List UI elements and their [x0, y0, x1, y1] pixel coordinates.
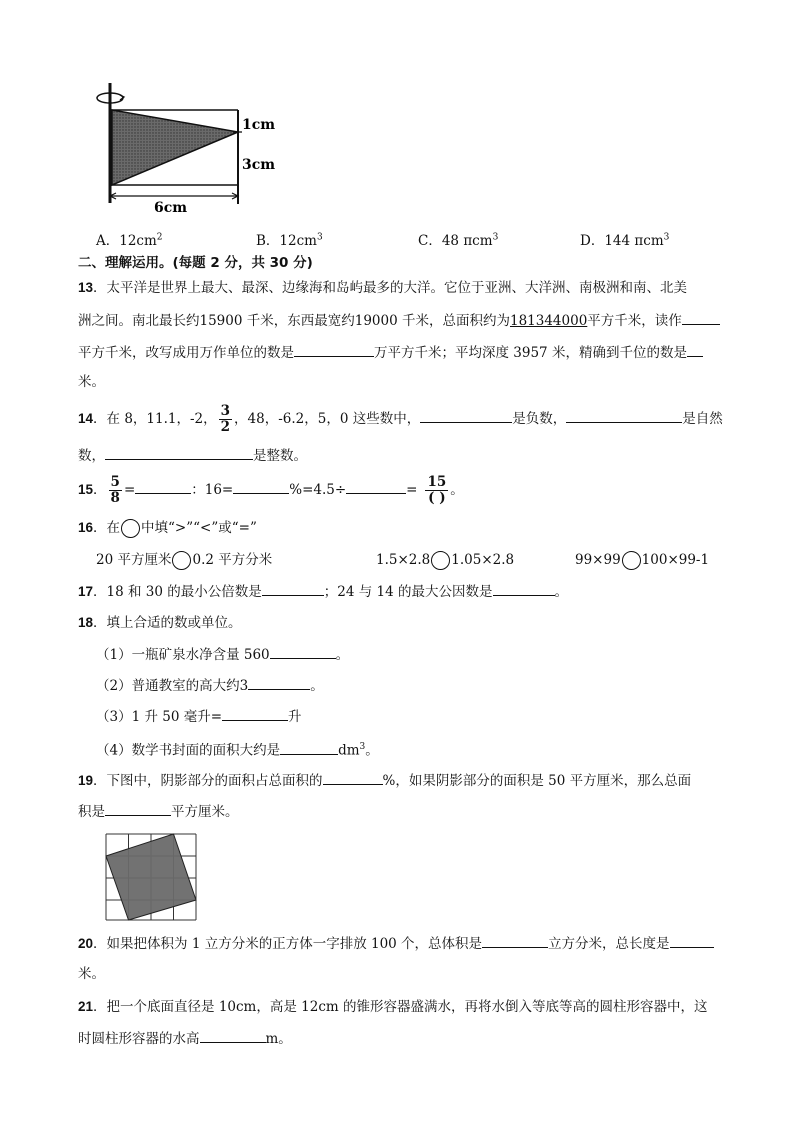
q14-blank-1[interactable] [420, 408, 512, 423]
label-6cm: 6cm [154, 200, 188, 216]
q15-blank-2[interactable] [233, 479, 289, 494]
q20-blank-1[interactable] [482, 933, 548, 948]
q14-line2: 数， 是整数。 [78, 445, 307, 466]
q13-blank-1[interactable] [682, 310, 720, 325]
q13-line3: 平方千米，改写成用万作单位的数是 万平方千米；平均深度 3957 米，精确到千位的数是 [78, 342, 703, 363]
q19-line2: 积是 平方厘米。 [78, 801, 239, 822]
q14-blank-2[interactable] [566, 408, 682, 423]
q18-blank-4[interactable] [280, 740, 338, 755]
q15-line: 15． $\frac{5}{8}$ = ：16= %=4.5÷ = $\frac{15}{( )}$ 。 [78, 474, 464, 506]
rotation-figure [92, 78, 282, 218]
fraction-3-2: $\frac{3}{2}$ [220, 403, 231, 435]
q18-line: 18．填上合适的数或单位。 [78, 615, 242, 631]
q20-line1: 20．如果把体积为 1 立方分米的正方体一字排放 100 个，总体积是 立方分米，总长度是 [78, 933, 714, 954]
q16-item-b: 1.5×2.8 1.05×2.8 [376, 552, 515, 568]
q15-blank-1[interactable] [135, 479, 191, 494]
q20-blank-2[interactable] [670, 933, 714, 948]
q21-line1: 21．把一个底面直径是 10cm，高是 12cm 的锥形容器盛满水，再将水倒入等底等高的圆柱形容器中，这 [78, 999, 708, 1015]
q15-blank-3[interactable] [346, 479, 406, 494]
q17-line: 17．18 和 30 的最小公倍数是 ；24 与 14 的最大公因数是 。 [78, 581, 568, 602]
q21-blank-1[interactable] [200, 1028, 266, 1043]
q17-blank-1[interactable] [262, 581, 324, 596]
q13-blank-3[interactable] [687, 342, 703, 357]
label-1cm: 1cm [242, 117, 276, 133]
compare-circle-a[interactable] [172, 551, 191, 570]
q18-sub2: （2）普通教室的高大约3 。 [96, 675, 324, 696]
q21-line2: 时圆柱形容器的水高 m。 [78, 1028, 292, 1049]
q19-blank-1[interactable] [323, 770, 383, 785]
option-a[interactable]: A．$12cm^2$ [96, 232, 163, 249]
label-3cm: 3cm [242, 157, 276, 173]
q16-line1: 16．在 中填“>”“<”或“=” [78, 520, 257, 536]
q19-line1: 19．下图中，阴影部分的面积占总面积的 %，如果阴影部分的面积是 50 平方厘米，那么总面 [78, 770, 691, 791]
q13-line4: 米。 [78, 374, 105, 390]
option-d[interactable]: D．144 πcm$^3$ [580, 232, 670, 249]
q19-blank-2[interactable] [105, 801, 171, 816]
q18-sub4: （4）数学书封面的面积大约是 $dm^3$。 [96, 737, 379, 761]
section-title: 二、理解运用。(每题 2 分，共 30 分) [78, 255, 313, 271]
q14-line1: 14．在 8，11.1，-2， $\frac{3}{2}$ ，48，-6.2，5，0 这些数中， 是负数， 是自然 [78, 403, 723, 435]
q18-blank-1[interactable] [270, 644, 336, 659]
fraction-15: $\frac{15}{( )}$ [427, 474, 447, 506]
q13-line2: 洲之间。南北最长约15900 千米，东西最宽约19000 千米，总面积约为181344000平方千米，读作 [78, 310, 720, 331]
option-b[interactable]: B．$12cm^3$ [256, 232, 323, 249]
fraction-5-8: $\frac{5}{8}$ [110, 474, 120, 506]
compare-circle-b[interactable] [431, 551, 450, 570]
q13-blank-2[interactable] [294, 342, 374, 357]
q16-item-a: 20 平方厘米 0.2 平方分米 [96, 552, 273, 568]
q13-line1: 13．太平洋是世界上最大、最深、边缘海和岛屿最多的大洋。它位于亚洲、大洋洲、南极洲和南、北美 [78, 280, 688, 296]
compare-circle-c[interactable] [622, 551, 641, 570]
q18-blank-2[interactable] [248, 675, 310, 690]
q18-sub1: （1）一瓶矿泉水净含量 560 。 [96, 644, 349, 665]
shaded-triangle [112, 110, 238, 185]
grid-figure [102, 830, 202, 922]
q18-blank-3[interactable] [222, 706, 288, 721]
shaded-square [106, 834, 196, 920]
q17-blank-2[interactable] [493, 581, 555, 596]
q14-blank-3[interactable] [105, 445, 253, 460]
area-value: 181344000 [509, 313, 588, 329]
circle-icon [121, 519, 140, 538]
q18-sub3: （3）1 升 50 毫升= 升 [96, 706, 302, 727]
q20-line2: 米。 [78, 966, 105, 982]
option-c[interactable]: C．48 πcm$^3$ [418, 232, 499, 249]
q16-item-c: 99×99 100×99-1 [575, 552, 710, 568]
